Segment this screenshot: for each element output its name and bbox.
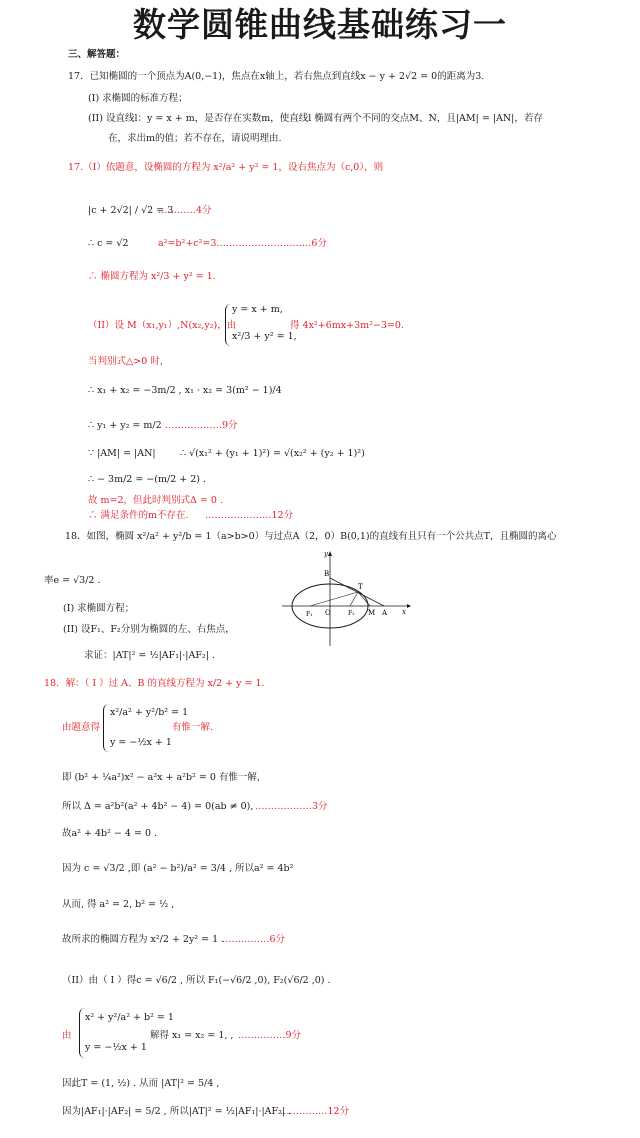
sol18-line3: 即 (b² + ¼a²)x² − a²x + a²b² = 0 有惟一解,: [62, 772, 260, 783]
ellipse-figure: [282, 548, 412, 648]
label-M: M: [368, 609, 376, 617]
section-heading: 三、解答题：: [68, 49, 126, 60]
sol18-line10-pre: 由: [62, 1030, 72, 1041]
q18-part2: (II) 设F₁、F₂分别为椭圆的左、右焦点，: [63, 624, 235, 635]
sol17-quadratic: 得 4x²+6mx+3m²−3=0.: [290, 320, 404, 331]
sol17-line2: |c + 2√2| / √2 = 3: [88, 205, 174, 216]
sol17-line9b: ∴ √(x₁² + (y₁ + 1)²) = √(x₂² + (y₂ + 1)²): [180, 448, 365, 459]
page-title: 数学圆锥曲线基础练习一: [133, 5, 507, 44]
sol17-line3: ∴ c = √2: [88, 238, 129, 249]
segment-MT: [358, 592, 370, 606]
sol18-sys1-eq1: x²/a² + y²/b² = 1: [110, 707, 189, 718]
sol17-line6: 当判别式△>0 时，: [88, 356, 170, 367]
label-F1: F₁: [306, 611, 313, 618]
sol18-brace1: [103, 704, 110, 752]
sol17-sys-eq2: x²/3 + y² = 1,: [232, 331, 297, 342]
sol17-line8: ∴ y₁ + y₂ = m/2: [88, 420, 162, 431]
q17-stem: 17．已知椭圆的一个顶点为A(0,−1)，焦点在x轴上，若右焦点到直线x − y + 2√2 = 0的距离为3.: [68, 71, 485, 82]
sol18-line10-post: 解得 x₁ = x₂ = 1, ,: [150, 1030, 234, 1041]
sol17-line5: （II）设 M（x₁,y₁）,N(x₂,y₂)，由: [88, 320, 237, 331]
sol18-line2-pre: 由题意得: [62, 722, 101, 733]
sol18-score9: ……………9分: [238, 1030, 302, 1041]
sol18-line1: 18．解：（ I ）过 A、B 的直线方程为 x/2 + y = 1.: [44, 678, 265, 689]
sol17-line11: 故 m=2，但此时判别式Δ = 0 .: [88, 495, 223, 506]
sol17-score9: ………………9分: [165, 420, 238, 431]
sol18-sys1-eq2: y = −½x + 1: [110, 737, 172, 748]
sol18-sys2-eq1: x² + y²/a² + b² = 1: [85, 1012, 174, 1023]
label-y: y: [324, 550, 328, 558]
y-axis-arrow: [328, 551, 332, 556]
sol18-score6: ……………6分: [222, 934, 286, 945]
sol17-score12: …………………12分: [205, 510, 294, 521]
q18-stem: 18．如图，椭圆 x²/a² + y²/b = 1（a>b>0）与过点A（2，0）B(0,1)的直线有且只有一个公共点T，且椭圆的离心: [65, 531, 557, 542]
sol17-score6: a²=b²+c²=3…………………………6分: [158, 238, 327, 249]
sol17-line12: ∴ 满足条件的m不存在.: [88, 510, 189, 521]
q17-part2-cont: 在，求出m的值；若不存在，请说明理由.: [108, 133, 282, 144]
sol18-line6: 因为 c = √3/2 ,即 (a² − b²)/a² = 3/4 , 所以a² = 4b²: [62, 863, 294, 874]
sol17-line7: ∴ x₁ + x₂ = −3m/2 , x₁ · x₂ = 3(m² − 1)/4: [88, 385, 282, 396]
sol18-line8: 故所求的椭圆方程为 x²/2 + 2y² = 1 .: [62, 934, 225, 945]
label-F2: F₂: [348, 610, 355, 617]
sol18-sys2-eq2: y = −½x + 1: [85, 1042, 147, 1053]
sol18-line11: 因此T = (1, ½) . 从而 |AT|² = 5/4 ,: [62, 1078, 220, 1089]
label-B: B: [324, 570, 330, 578]
q17-part1: (I) 求椭圆的标准方程；: [88, 93, 188, 104]
q18-part1: (I) 求椭圆方程；: [63, 603, 135, 614]
segment-F1T: [310, 592, 358, 606]
sol17-score4: …………4分: [158, 205, 212, 216]
sol18-line5: 故a² + 4b² − 4 = 0 .: [62, 828, 158, 839]
sol17-brace: [225, 304, 232, 346]
sol18-score3: ………………3分: [255, 801, 328, 812]
sol18-line2-post: 有惟一解.: [172, 722, 214, 733]
q18-stem-cont: 率e = √3/2 .: [44, 575, 101, 586]
label-x: x: [402, 608, 406, 616]
sol18-line12: 因为|AF₁|·|AF₂| = 5/2 , 所以|AT|² = ½|AF₁|·|AF₂| .: [62, 1106, 292, 1117]
q18-prove: 求证：|AT|² = ½|AF₁|·|AF₂| .: [84, 650, 215, 661]
sol18-score12: ……………12分: [280, 1106, 350, 1117]
label-A: A: [382, 609, 388, 617]
sol18-line4: 所以 Δ = a²b²(a² + 4b² − 4) = 0(ab ≠ 0),: [62, 801, 254, 812]
sol17-line9: ∵ |AM| = |AN|: [88, 448, 156, 459]
sol17-line4: ∴ 椭圆方程为 x²/3 + y² = 1.: [88, 271, 216, 282]
q17-part2: (II) 设直线l：y = x + m，是否存在实数m，使直线l 椭圆有两个不同的交点M、N，且|AM| = |AN|，若存: [88, 113, 543, 124]
sol18-line9: （II）由（ I ）得c = √6/2 , 所以 F₁(−√6/2 ,0), F₂(√6/2 ,0) .: [62, 975, 331, 986]
sol17-line1: 17.（I）依题意，设椭圆的方程为 x²/a² + y² = 1，设右焦点为（c,0），则: [68, 162, 384, 173]
x-axis-arrow: [407, 604, 411, 608]
label-T: T: [358, 583, 363, 591]
label-O: O: [325, 609, 331, 617]
sol17-line10: ∴ − 3m/2 = −(m/2 + 2) .: [88, 474, 207, 485]
sol17-sys-eq1: y = x + m,: [232, 304, 283, 315]
sol18-line7: 从而, 得 a² = 2, b² = ½ ,: [62, 899, 175, 910]
